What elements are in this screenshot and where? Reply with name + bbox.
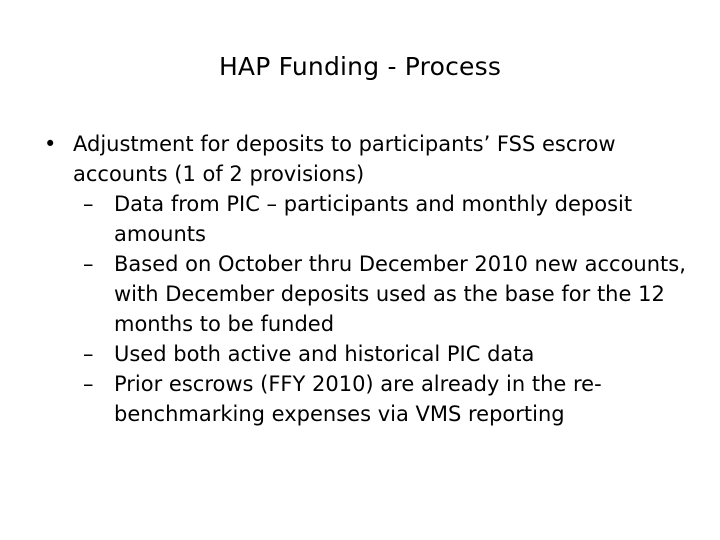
dash-icon: – — [83, 342, 94, 366]
dash-icon: – — [83, 372, 94, 396]
bullet-item — [44, 129, 684, 189]
sub-list — [83, 189, 684, 429]
bullet-icon: • — [44, 132, 57, 156]
sub-item-text: Based on October thru December 2010 new accounts, with December deposits used as the base for the 12 months to be funded — [114, 252, 686, 336]
slide-title: HAP Funding - Process — [218, 52, 502, 81]
slide-content — [44, 129, 684, 429]
sub-item-text: Used both active and historical PIC data — [114, 342, 535, 366]
sub-item — [83, 189, 684, 249]
bullet-text: Adjustment for deposits to participants’ FSS escrow accounts (1 of 2 provisions) — [73, 132, 616, 186]
sub-item — [83, 339, 684, 369]
dash-icon: – — [83, 192, 94, 216]
sub-item — [83, 249, 684, 339]
sub-item-text: Prior escrows (FFY 2010) are already in the re-benchmarking expenses via VMS reporting — [114, 372, 602, 426]
sub-item — [83, 369, 684, 429]
sub-item-text: Data from PIC – participants and monthly deposit amounts — [114, 192, 633, 246]
dash-icon: – — [83, 252, 94, 276]
